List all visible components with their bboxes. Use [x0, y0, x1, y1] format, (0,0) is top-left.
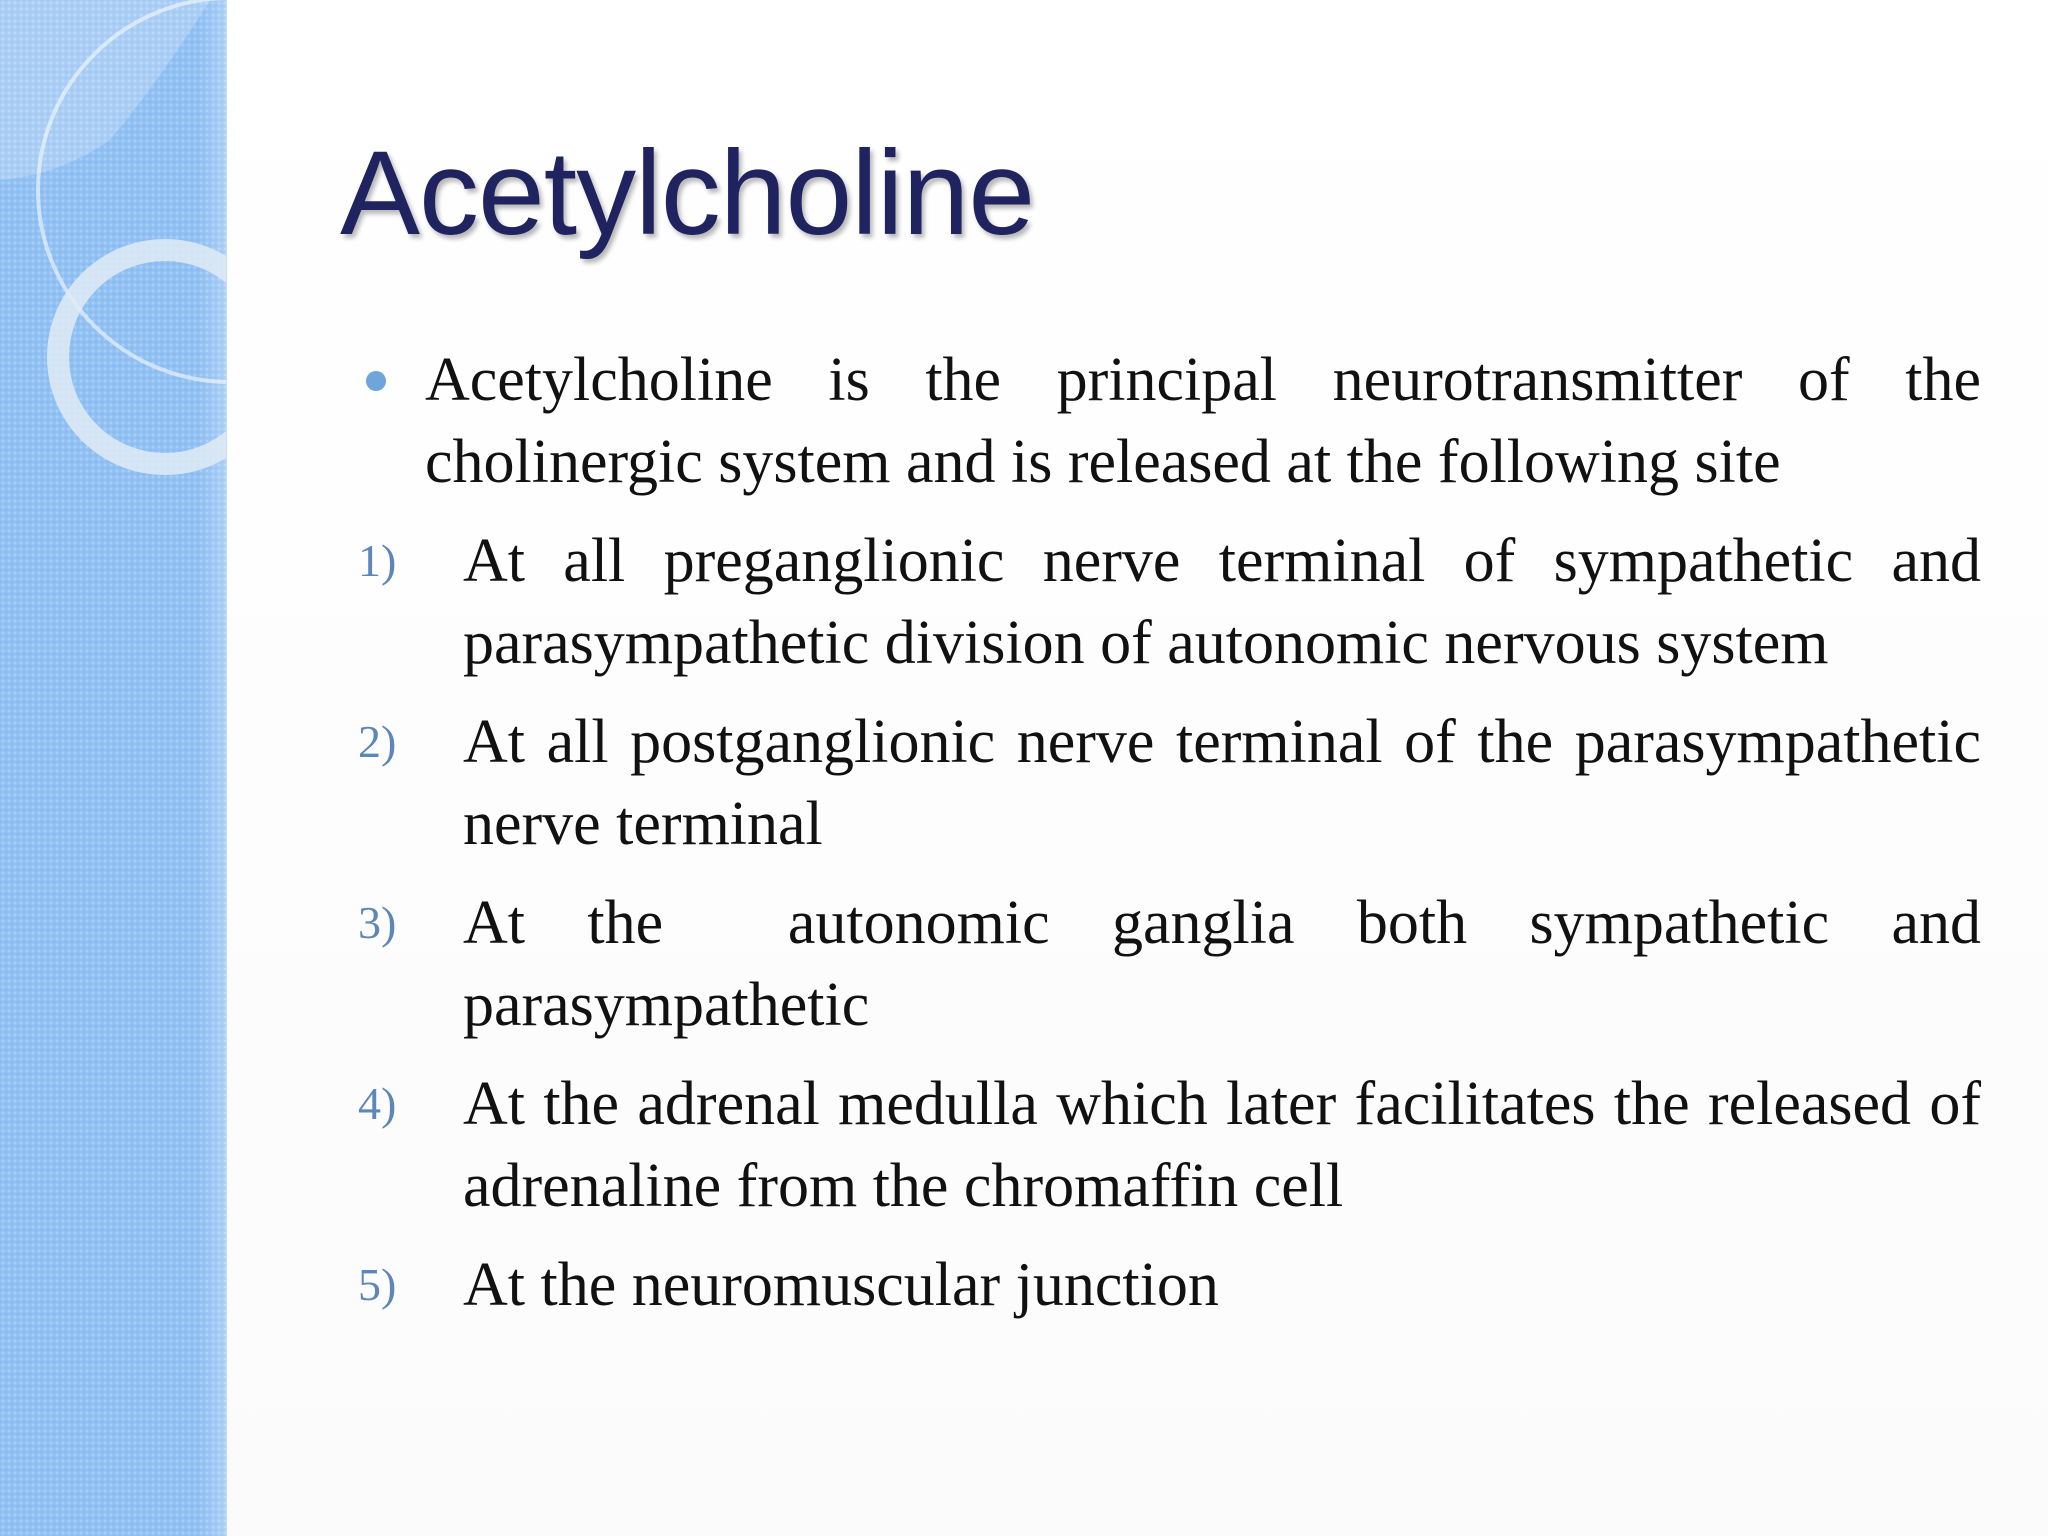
slide-title: Acetylcholine: [340, 126, 1035, 260]
site-text-2: At all postganglionic nerve terminal of the parasympathetic nerve terminal: [463, 708, 1981, 858]
site-number-5: 5): [358, 1259, 397, 1310]
site-number-4: 4): [358, 1078, 397, 1129]
bullet-dot-icon: [366, 371, 386, 391]
site-text-3: At the autonomic ganglia both sympathetic and parasympathetic: [463, 889, 1997, 1039]
site-text-4: At the adrenal medulla which later facilitates the released of adrenaline from the chromaffin cell: [463, 1070, 1981, 1220]
site-number-3: 3): [358, 897, 397, 948]
intro-text: Acetylcholine is the principal neurotransmitter of the cholinergic system and is released at the following site: [425, 346, 1981, 496]
site-text-1: At all preganglionic nerve terminal of sympathetic and parasympathetic division of autonomic nervous system: [463, 527, 1981, 677]
site-number-2: 2): [358, 716, 397, 767]
site-text-5: At the neuromuscular junction: [463, 1251, 1219, 1319]
site-number-1: 1): [358, 535, 397, 586]
